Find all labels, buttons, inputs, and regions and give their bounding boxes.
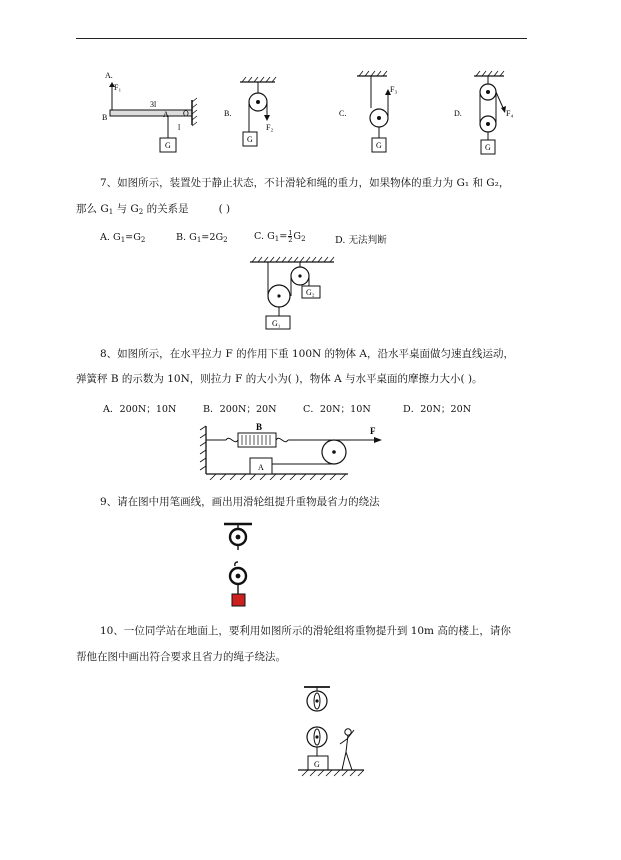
q7-option-a-sub2: 2 [140, 236, 146, 244]
lever-point-a: A [163, 110, 169, 119]
q8-fig-b: B [256, 422, 263, 432]
option-b-force: F₂ [266, 123, 274, 132]
option-b-weight: G [247, 135, 253, 144]
q7-line2-mid: 与 G [113, 203, 139, 215]
option-b-label: B. [224, 109, 232, 118]
option-d-label: D. [454, 109, 462, 118]
q9-weight-block [232, 594, 245, 606]
q7-option-a-pre: A. G [100, 232, 121, 243]
q8-fig-a: A [258, 463, 264, 472]
q10-person [340, 729, 354, 770]
lever-figure-a [100, 70, 210, 160]
q7-line1: 7、如图所示，装置处于静止状态，不计滑轮和绳的重力，如果物体的重力为 G₁ 和 G₂， [100, 177, 510, 189]
q9-pulley-figure [222, 520, 256, 612]
q7-fig-g2: G₂ [306, 288, 315, 297]
option-c-weight: G [376, 141, 382, 150]
q7-option-c-mid: = [279, 231, 288, 242]
option-d-force: F₄ [506, 109, 514, 118]
header-rule [76, 38, 527, 39]
q7-fraction-numerator: 1 [288, 229, 293, 237]
option-c-label: C. [339, 109, 347, 118]
lever-force-label: F₁ [114, 83, 122, 92]
option-d-weight: G [485, 143, 491, 152]
q7-option-c-sub2: 2 [301, 235, 306, 243]
q7-option-b-pre: B. G [176, 232, 197, 243]
q7-option-c-sub1: 1 [274, 235, 280, 243]
q7-line2-post: 的关系是 [143, 203, 189, 215]
q7-pulley-figure [248, 256, 338, 334]
lever-length-3l: 3l [150, 100, 157, 109]
q7-option-b-sub1: 1 [196, 236, 202, 244]
q7-option-c-g: G [293, 231, 302, 242]
q7-option-a-mid: =G [125, 232, 141, 243]
q7-option-a [100, 232, 145, 244]
q7-fraction-denominator: 2 [288, 236, 293, 244]
q7-line2 [76, 202, 230, 219]
q7-fig-g1: G₁ [272, 319, 281, 328]
q7-option-b [176, 232, 228, 244]
pulley-figure-c [337, 70, 407, 160]
q7-option-c [254, 230, 306, 243]
q7-line2-pre: 那么 G [76, 203, 109, 215]
q8-line2: 弹簧秤 B 的示数为 10N，则拉力 F 的大小为( )，物体 A 与水平桌面的摩擦力大小( )。 [76, 373, 483, 385]
q9-line1: 9、请在图中用笔画线，画出用滑轮组提升重物最省力的绕法 [100, 496, 380, 508]
q10-pulley-figure [296, 684, 368, 782]
q7-option-a-sub1: 1 [120, 236, 126, 244]
q7-option-d: D. 无法判断 [335, 235, 387, 246]
lever-weight-g: G [165, 141, 171, 150]
q8-spring-figure [198, 418, 388, 480]
q10-fig-g: G [314, 760, 320, 769]
option-c-force: F₃ [390, 85, 398, 94]
q10-line1: 10、一位同学站在地面上，要利用如图所示的滑轮组将重物提升到 10m 高的楼上，请你 [100, 625, 511, 637]
q7-option-c-fraction [288, 230, 292, 243]
lever-end-b: B [102, 113, 108, 122]
q7-answer-bracket: ( ) [218, 203, 231, 215]
q8-option-d: D．20N；20N [403, 404, 472, 415]
q7-line2-sub1: 1 [108, 208, 114, 216]
q7-line2-sub2: 2 [138, 208, 144, 216]
lever-short-l: l [178, 123, 181, 132]
pulley-figure-b [220, 70, 290, 160]
q8-option-c: C．20N；10N [303, 404, 371, 415]
q7-option-c-pre: C. G [254, 231, 275, 242]
lever-pivot-o: O [183, 109, 189, 118]
q8-fig-f: F [370, 426, 376, 436]
q8-option-b: B．200N；20N [203, 404, 277, 415]
option-a-label: A. [105, 71, 113, 80]
q8-line1: 8、如图所示，在水平拉力 F 的作用下重 100N 的物体 A，沿水平桌面做匀速直线运动， [100, 348, 514, 360]
q7-option-b-mid: =2G [201, 232, 224, 243]
pulley-figure-d [452, 70, 522, 160]
q10-line2: 帮他在图中画出符合要求且省力的绳子绕法。 [76, 651, 286, 663]
q8-option-a: A．200N；10N [103, 404, 177, 415]
q7-option-b-sub2: 2 [223, 236, 228, 244]
